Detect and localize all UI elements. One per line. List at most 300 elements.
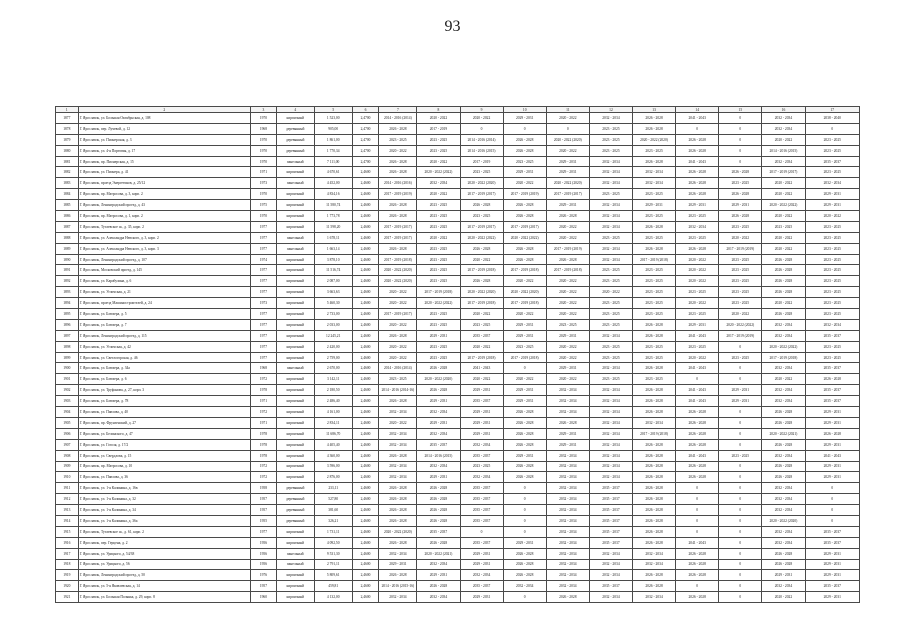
table-cell: 2 033,00 [314,319,352,330]
table-cell: 527,80 [314,494,352,505]
table-cell: 2029 - 2031 [719,200,762,211]
address-cell: Г. Ярославль, ул. Светлогорская, д. 46 [78,352,251,363]
table-cell: деревянный [276,145,314,156]
table-cell: 1899 [56,352,79,363]
table-cell: 2014 - 2016 (2014-16) [379,385,417,396]
table-cell: 2032 - 2034 [589,211,632,222]
address-cell: Г. Ярославль, ул. Павлова, д. 36 [78,472,251,483]
table-row [56,439,860,450]
table-cell: 2023 - 2025 [633,341,676,352]
table-cell: 1892 [56,276,79,287]
table-cell: 2035 - 2037 [460,330,503,341]
table-cell: 2 834,11 [314,417,352,428]
table-cell: 0 [719,548,762,559]
table-cell: 2026 - 2028 [379,505,417,516]
table-cell: 2029 - 2031 [546,330,589,341]
table-cell: деревянный [276,505,314,516]
table-cell: 1898 [56,341,79,352]
table-cell: 2032 - 2034 [546,570,589,581]
table-cell: 0 [805,505,860,516]
table-cell: 0 [503,526,546,537]
table-cell: 2017 - 2019 (2017) [460,189,503,200]
table-cell: 2023 - 2025 [417,254,460,265]
table-cell: 2023 - 2025 [719,276,762,287]
table-cell: 1977 [251,243,277,254]
table-cell: 2023 - 2025 [805,352,860,363]
table-cell: 0 [805,515,860,526]
table-cell: 2026 - 2028 [676,559,719,570]
table-cell: 2023 - 2025 [417,200,460,211]
table-cell: 2,4600 [352,211,379,222]
table-cell: 2032 - 2034 [589,330,632,341]
table-row [56,123,860,134]
table-cell: 2020 - 2022 [417,113,460,124]
table-cell: 1977 [251,319,277,330]
table-cell: кирпичный [276,265,314,276]
table-cell: 0 [676,483,719,494]
table-cell: 2035 - 2037 [460,450,503,461]
table-cell: 2020 - 2022 [503,276,546,287]
table-cell: 2020 - 2022 [762,298,805,309]
address-cell: Г. Ярославль, ул. Александра Невского, д. 3, корп. 2 [78,232,251,243]
table-cell: 1895 [56,309,79,320]
table-cell: 2,4600 [352,385,379,396]
table-cell: 2029 - 2031 [417,396,460,407]
table-cell: кирпичный [276,537,314,548]
table-cell: 2020 - 2022 [460,309,503,320]
table-cell: 2026 - 2028 [633,515,676,526]
table-cell: 1878 [56,123,79,134]
table-cell: 1957 [251,494,277,505]
table-row [56,145,860,156]
table-cell: 2020 - 2022 [762,243,805,254]
table-cell: 2020 - 2022 [805,211,860,222]
table-cell: 2032 - 2034 [589,592,632,603]
table-cell: 2020 - 2022 [762,232,805,243]
table-cell: 2032 - 2034 [503,581,546,592]
table-cell: 9 531,30 [314,548,352,559]
table-cell: 2020 - 2022 [546,374,589,385]
table-cell: деревянный [276,134,314,145]
table-cell: 2032 - 2034 [589,472,632,483]
table-cell: 0 [719,483,762,494]
address-cell: Г. Ярославль, Тутаевское ш., д. 35, корп. 2 [78,221,251,232]
table-cell: 1 663,14 [314,243,352,254]
address-cell: Г. Ярославль, ул. 4-я Портовая, д. 17 [78,145,251,156]
table-cell: 2,4600 [352,200,379,211]
table-cell: 2023 - 2025 [676,287,719,298]
table-cell: 2023 - 2025 [460,211,503,222]
table-cell: 2014 - 2016 (2015) [460,145,503,156]
table-cell: 1977 [251,276,277,287]
table-cell: 2032 - 2034 [589,385,632,396]
table-cell: 2029 - 2031 [503,396,546,407]
table-cell: 2017 - 2019 (2018) [633,428,676,439]
table-cell: 2029 - 2031 [805,570,860,581]
table-cell: 2023 - 2025 [719,287,762,298]
table-cell: кирпичный [276,428,314,439]
table-cell: 2032 - 2034 [546,505,589,516]
table-cell: 2026 - 2028 [460,276,503,287]
table-cell: 2020 - 2022 [379,352,417,363]
table-cell: 2035 - 2037 [460,515,503,526]
table-cell: 2,4600 [352,526,379,537]
table-row [56,428,860,439]
table-cell: 2032 - 2034 [633,592,676,603]
table-cell: 2020 - 2022 (2020) [460,287,503,298]
table-cell: 2020 - 2022 (2020) [379,276,417,287]
table-cell: 2,4600 [352,189,379,200]
column-number-header: 13 [633,107,676,113]
table-cell: 2032 - 2034 [589,167,632,178]
address-cell: Г. Ярославль, ул. Угличская, д. 42 [78,341,251,352]
table-cell: 2035 - 2037 [805,156,860,167]
table-row [56,265,860,276]
address-cell: Г. Ярославль, ул. Блюхера, д. 5 [78,309,251,320]
table-row [56,330,860,341]
table-cell: 2023 - 2025 [719,352,762,363]
table-cell: 0 [503,505,546,516]
address-cell: Г. Ярославль, ул. Блюхера, д. 6 [78,374,251,385]
table-cell: 2,4600 [352,483,379,494]
table-cell: кирпичный [276,526,314,537]
table-cell: 2029 - 2031 [805,439,860,450]
column-number-header: 16 [762,107,805,113]
address-cell: Г. Ярославль, ул. Белинского, д. 47 [78,428,251,439]
address-cell: Г. Ярославль, ул. Пионерская, д. 3 [78,134,251,145]
table-cell: 2026 - 2028 [546,254,589,265]
table-cell: 2026 - 2028 [633,330,676,341]
table-cell: 2017 - 2019 (2018) [460,352,503,363]
table-cell: 2035 - 2037 [589,526,632,537]
table-cell: 2026 - 2028 [379,494,417,505]
table-cell: 2035 - 2037 [589,494,632,505]
table-row [56,298,860,309]
table-cell: 1975 [251,200,277,211]
table-cell: 1977 [251,287,277,298]
table-cell: 1968 [251,363,277,374]
table-cell: 2017 - 2019 (2017) [379,309,417,320]
table-cell: 2026 - 2028 [503,472,546,483]
table-cell: 2020 - 2022 [762,189,805,200]
table-cell: 2026 - 2028 [417,581,460,592]
table-cell: 2032 - 2034 [589,396,632,407]
table-cell: 2020 - 2022 (2020) [379,526,417,537]
table-cell: 2023 - 2025 [633,189,676,200]
table-cell: 2026 - 2028 [676,145,719,156]
table-cell: 2026 - 2028 [633,407,676,418]
table-cell: панельный [276,178,314,189]
table-cell: кирпичный [276,276,314,287]
table-cell: 0 [719,363,762,374]
table-cell: 2020 - 2022 [503,178,546,189]
column-number-header: 7 [379,107,417,113]
table-cell: 1917 [56,548,79,559]
table-cell: 2023 - 2025 [633,232,676,243]
table-cell: 2023 - 2025 [805,167,860,178]
table-cell: 2,4600 [352,494,379,505]
table-cell: 1903 [56,396,79,407]
table-cell: 0 [676,515,719,526]
table-cell: 1970 [251,113,277,124]
table-cell: 2032 - 2034 [633,178,676,189]
table-cell: 2,4600 [352,243,379,254]
table-cell: 1912 [56,494,79,505]
table-cell: 2032 - 2034 [546,450,589,461]
table-cell: 1971 [251,417,277,428]
table-cell: 2026 - 2028 [676,570,719,581]
table-cell: панельный [276,243,314,254]
table-row [56,526,860,537]
table-row [56,276,860,287]
table-cell: 2029 - 2031 [460,385,503,396]
table-cell: 0 [460,526,503,537]
table-row [56,319,860,330]
table-cell: 1970 [251,145,277,156]
table-cell: 4 161,00 [314,407,352,418]
table-cell: кирпичный [276,287,314,298]
address-cell: Г. Ярославль, Ленинградский проезд, д. 107 [78,254,251,265]
table-cell: 2026 - 2028 [762,265,805,276]
table-cell: 2,4600 [352,276,379,287]
table-cell: 2032 - 2034 [762,505,805,516]
table-cell: 2026 - 2028 [379,211,417,222]
table-cell: 2,4600 [352,167,379,178]
column-number-header: 5 [314,107,352,113]
table-cell: 2026 - 2028 [633,472,676,483]
table-cell: 2029 - 2031 [805,200,860,211]
table-cell: 0 [719,113,762,124]
table-cell: 2,4600 [352,472,379,483]
address-cell: Г. Ярославль, ул. Труфанова, д. 27, корп. 3 [78,385,251,396]
table-cell: 2 180,50 [314,385,352,396]
table-cell: 2023 - 2025 [503,156,546,167]
table-cell: 2032 - 2034 [762,450,805,461]
table-cell: 1877 [56,113,79,124]
table-cell: 2017 - 2019 (2017) [503,221,546,232]
table-cell: 2020 - 2022 (2021) [417,548,460,559]
table-cell: 2023 - 2025 [417,211,460,222]
table-cell: кирпичный [276,309,314,320]
address-cell: Г. Ярославль, ул. Блюхера, д. 78 [78,396,251,407]
table-cell: 7 111,00 [314,156,352,167]
table-cell: 2032 - 2034 [417,592,460,603]
table-cell: 1888 [56,232,79,243]
table-cell: 2023 - 2025 [417,134,460,145]
table-cell: 2038 - 2040 [805,113,860,124]
table-cell: 2026 - 2028 [676,167,719,178]
table-cell: 2026 - 2028 [762,309,805,320]
table-cell: 2026 - 2028 [762,254,805,265]
table-row [56,341,860,352]
table-cell: 326,21 [314,515,352,526]
table-cell: 2020 - 2022 [719,232,762,243]
table-cell: 2023 - 2025 [417,145,460,156]
table-cell: кирпичный [276,254,314,265]
table-cell: кирпичный [276,417,314,428]
table-cell: 2,4600 [352,363,379,374]
table-cell: панельный [276,363,314,374]
table-row [56,178,860,189]
table-cell: 2020 - 2022 (2020) [379,265,417,276]
table-cell: 2 087,00 [314,276,352,287]
table-cell: 2026 - 2028 [633,570,676,581]
table-cell: 2023 - 2025 [805,232,860,243]
table-cell: 2026 - 2028 [676,592,719,603]
table-cell: 2032 - 2034 [417,461,460,472]
table-cell: 1960 [251,592,277,603]
table-cell: 2,4600 [352,178,379,189]
table-cell: 2014 - 2016 (2015) [417,450,460,461]
table-cell: 2029 - 2031 [546,439,589,450]
table-cell: 2014 - 2016 (2015-16) [379,581,417,592]
table-cell: 0 [676,581,719,592]
table-cell: 2,4600 [352,374,379,385]
table-cell: 2029 - 2031 [546,156,589,167]
table-cell: 2032 - 2034 [589,363,632,374]
table-cell: 1879 [56,134,79,145]
table-cell: 2026 - 2028 [503,254,546,265]
address-cell: Г. Ярославль, пр. Матросова, д. 1, корп. 2 [78,211,251,222]
table-cell: 2023 - 2025 [805,134,860,145]
table-cell: 0 [719,505,762,516]
table-cell: 2017 - 2019 (2019) [546,243,589,254]
table-cell: 2029 - 2031 [503,537,546,548]
table-cell: 2020 - 2022 [417,189,460,200]
table-cell: 2020 - 2022 [417,156,460,167]
table-cell: 1885 [56,200,79,211]
table-cell: 2023 - 2025 [719,298,762,309]
table-cell: 2026 - 2028 [633,450,676,461]
table-cell: 0 [719,537,762,548]
table-cell: 2026 - 2028 [633,243,676,254]
address-cell: Г. Ярославль, ул. 1-я Калинина, д. 16в [78,483,251,494]
address-cell: Г. Ярославль, пер. Лучевой, д. 12 [78,123,251,134]
table-row [56,221,860,232]
table-cell: 2032 - 2034 [762,526,805,537]
table-cell: 2,4600 [352,450,379,461]
table-cell: 2023 - 2025 [379,374,417,385]
table-cell: 2029 - 2031 [417,417,460,428]
table-cell: 1977 [251,309,277,320]
table-cell: 11 686,70 [314,428,352,439]
table-cell: 2014 - 2016 (2014) [460,134,503,145]
table-cell: 2020 - 2022 [546,341,589,352]
address-cell: Г. Ярославль, ул. Урицкого, д. 54/38 [78,548,251,559]
table-cell: 2032 - 2034 [589,417,632,428]
table-cell: 2029 - 2031 [805,407,860,418]
table-cell: 2023 - 2025 [805,298,860,309]
table-row [56,581,860,592]
table-cell: 0 [676,526,719,537]
table-cell: 2026 - 2028 [379,450,417,461]
table-cell: 2026 - 2028 [379,483,417,494]
table-cell: 2023 - 2025 [633,352,676,363]
table-cell: 2020 - 2022 [676,276,719,287]
table-cell: 2026 - 2028 [379,200,417,211]
table-cell: 2032 - 2034 [589,548,632,559]
table-cell: 2020 - 2022 [762,134,805,145]
table-cell: 2020 - 2022 [379,319,417,330]
column-number-header: 6 [352,107,379,113]
table-cell: 2032 - 2034 [805,178,860,189]
table-cell: 4 132,00 [314,592,352,603]
address-cell: Г. Ярославль, ул. Блюхера, д. 7 [78,319,251,330]
table-cell: 1907 [56,439,79,450]
table-cell: 2032 - 2034 [460,472,503,483]
table-cell: 1880 [56,145,79,156]
table-cell: 2032 - 2034 [762,363,805,374]
table-cell: 3 663,63 [314,287,352,298]
table-cell: 2 876,00 [314,472,352,483]
table-cell: 2032 - 2034 [379,472,417,483]
table-cell: 2026 - 2028 [460,200,503,211]
address-cell: Г. Ярославль, пер. Герцена, д. 2 [78,537,251,548]
table-cell: 2017 - 2019 (2018) [546,265,589,276]
table-cell: 4 405,40 [314,439,352,450]
table-cell: 2017 - 2019 (2019) [719,330,762,341]
table-cell: 1883 [56,178,79,189]
table-cell: кирпичный [276,113,314,124]
table-cell: 2023 - 2025 [633,145,676,156]
table-cell: 0 [719,341,762,352]
table-cell: 1968 [251,123,277,134]
table-cell: 2026 - 2028 [417,515,460,526]
table-cell: 1890 [56,254,79,265]
table-cell: 2 486,40 [314,396,352,407]
table-cell: 2032 - 2034 [417,407,460,418]
table-cell: 2032 - 2034 [589,407,632,418]
table-cell: 1886 [56,211,79,222]
table-cell: 2,4600 [352,439,379,450]
table-cell: 4 360,00 [314,450,352,461]
table-cell: 2023 - 2025 [719,450,762,461]
table-cell: 2029 - 2031 [633,200,676,211]
table-cell: 3 878,10 [314,254,352,265]
table-cell: 2032 - 2034 [805,319,860,330]
table-cell: 2023 - 2025 [676,232,719,243]
table-cell: 2023 - 2025 [417,341,460,352]
table-cell: 1977 [251,232,277,243]
table-cell: 2026 - 2028 [676,178,719,189]
table-cell: 2035 - 2037 [589,537,632,548]
table-cell: 1970 [251,134,277,145]
table-cell: 0 [676,505,719,516]
table-cell: 2029 - 2031 [503,319,546,330]
table-cell: 2026 - 2028 [503,134,546,145]
table-cell: 2,4600 [352,548,379,559]
table-cell: 2017 - 2019 (2017) [379,232,417,243]
table-cell: кирпичный [276,341,314,352]
table-cell: панельный [276,559,314,570]
table-cell: 2023 - 2025 [633,265,676,276]
table-cell: 2020 - 2022 [379,298,417,309]
address-cell: Г. Ярославль, ул. Блюхера, д. 34а [78,363,251,374]
table-cell: 2,4700 [352,113,379,124]
table-cell: 0 [719,407,762,418]
table-cell: 11 598,20 [314,221,352,232]
table-cell: 2023 - 2025 [589,309,632,320]
table-cell: 1977 [251,330,277,341]
table-cell: кирпичный [276,211,314,222]
table-cell: 2020 - 2022 [379,287,417,298]
table-cell: кирпичный [276,396,314,407]
table-row [56,461,860,472]
table-cell: 2026 - 2028 [503,428,546,439]
table-cell: 2029 - 2031 [417,570,460,581]
column-number-header: 15 [719,107,762,113]
address-cell: Г. Ярославль, ул. Свердлова, д. 15 [78,450,251,461]
